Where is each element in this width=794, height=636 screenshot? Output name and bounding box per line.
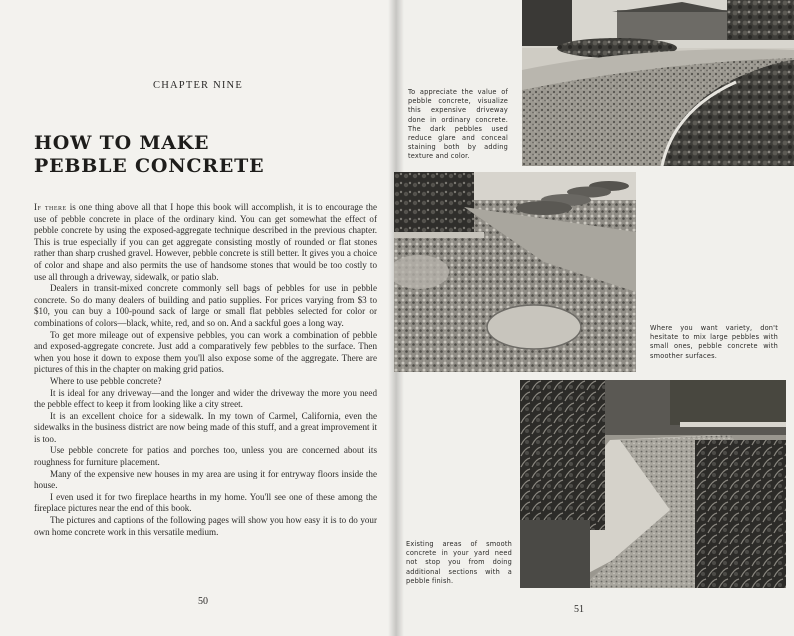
left-page — [0, 0, 396, 636]
paragraph: The pictures and captions of the following pages will show you how easy it is to do your own home concrete work in this versatile medium. — [34, 515, 377, 537]
paragraph-lead: If there — [34, 202, 67, 212]
paragraph: Where to use pebble concrete? — [50, 375, 162, 386]
paragraph: It is an excellent choice for a sidewalk. In my town of Carmel, California, even the sidewalks in the business district are now being made of this stuff, and a great improvement it is too. — [34, 410, 377, 444]
chapter-title — [34, 132, 264, 178]
caption-stepping-stones: Where you want variety, don't hesitate to mix large pebbles with small ones, pebble concrete with smoother surfaces. — [650, 324, 778, 360]
caption-driveway: To appreciate the value of pebble concrete, visualize this expensive driveway done in ordinary concrete. The dark pebbles used reduce glare and conceal staining both by adding texture and color. — [408, 88, 508, 161]
page-number-left: 50 — [198, 596, 208, 607]
paragraph: Dealers in transit-mixed concrete commonly sell bags of pebbles for use in pebble concrete. So do many dealers of building and patio supplies. For prices varying from $3 to $10, you can buy a 100-pound sack of large or small flat pebbles selected for color or combinations of colors—black, white, red, and so on. And a sackful goes a long way. — [34, 283, 377, 328]
paragraph-text: is one thing above all that I hope this book will accomplish, it is to encourage the use of pebble concrete in place of the ordinary kind. You can get somewhat the effect of pebble concrete by using the exposed-aggregate technique described in the previous chapter. This is true especially if you can get aggregate consisting mostly of rounded or flat stones rather than sharp crushed gravel. However, pebble concrete is still better. It gives you a choice of color and shape and also permits the use of handsome stones that would be too costly to use all through a driveway, sidewalk, or patio slab. — [34, 202, 378, 282]
paragraph — [34, 202, 377, 283]
paragraph: It is ideal for any driveway—and the longer and wider the driveway the more you need the pebble effect to keep it from looking like a city street. — [34, 387, 377, 410]
photo-driveway — [522, 0, 794, 166]
body-text — [34, 202, 377, 538]
paragraph: To get more mileage out of expensive pebbles, you can work a combination of pebble and exposed-aggregate concrete. Just add a comparatively few pebbles to the surface. Then when you hose it down to expose them you'll also expose some of the aggregate. There are pictures of this in the chapter on making grid patios. — [34, 329, 377, 375]
paragraph: Many of the expensive new houses in my area are using it for entryway floors inside the house. — [34, 468, 377, 491]
page-number-right: 51 — [574, 604, 584, 615]
caption-garden-walk: Existing areas of smooth concrete in your yard need not stop you from doing additional sections with a pebble finish. — [406, 540, 512, 585]
title-line-1: HOW TO MAKE — [34, 132, 210, 154]
paragraph: I even used it for two fireplace hearths in my home. You'll see one of these among the fireplace pictures near the end of this book. — [34, 491, 377, 514]
photo-garden-walk — [520, 380, 786, 588]
title-line-2: PEBBLE CONCRETE — [34, 155, 265, 177]
paragraph: Use pebble concrete for patios and porches too, unless you are concerned about its roughness for furniture placement. — [34, 445, 377, 468]
photo-stepping-stones — [394, 172, 636, 372]
chapter-label: CHAPTER NINE — [153, 80, 243, 91]
